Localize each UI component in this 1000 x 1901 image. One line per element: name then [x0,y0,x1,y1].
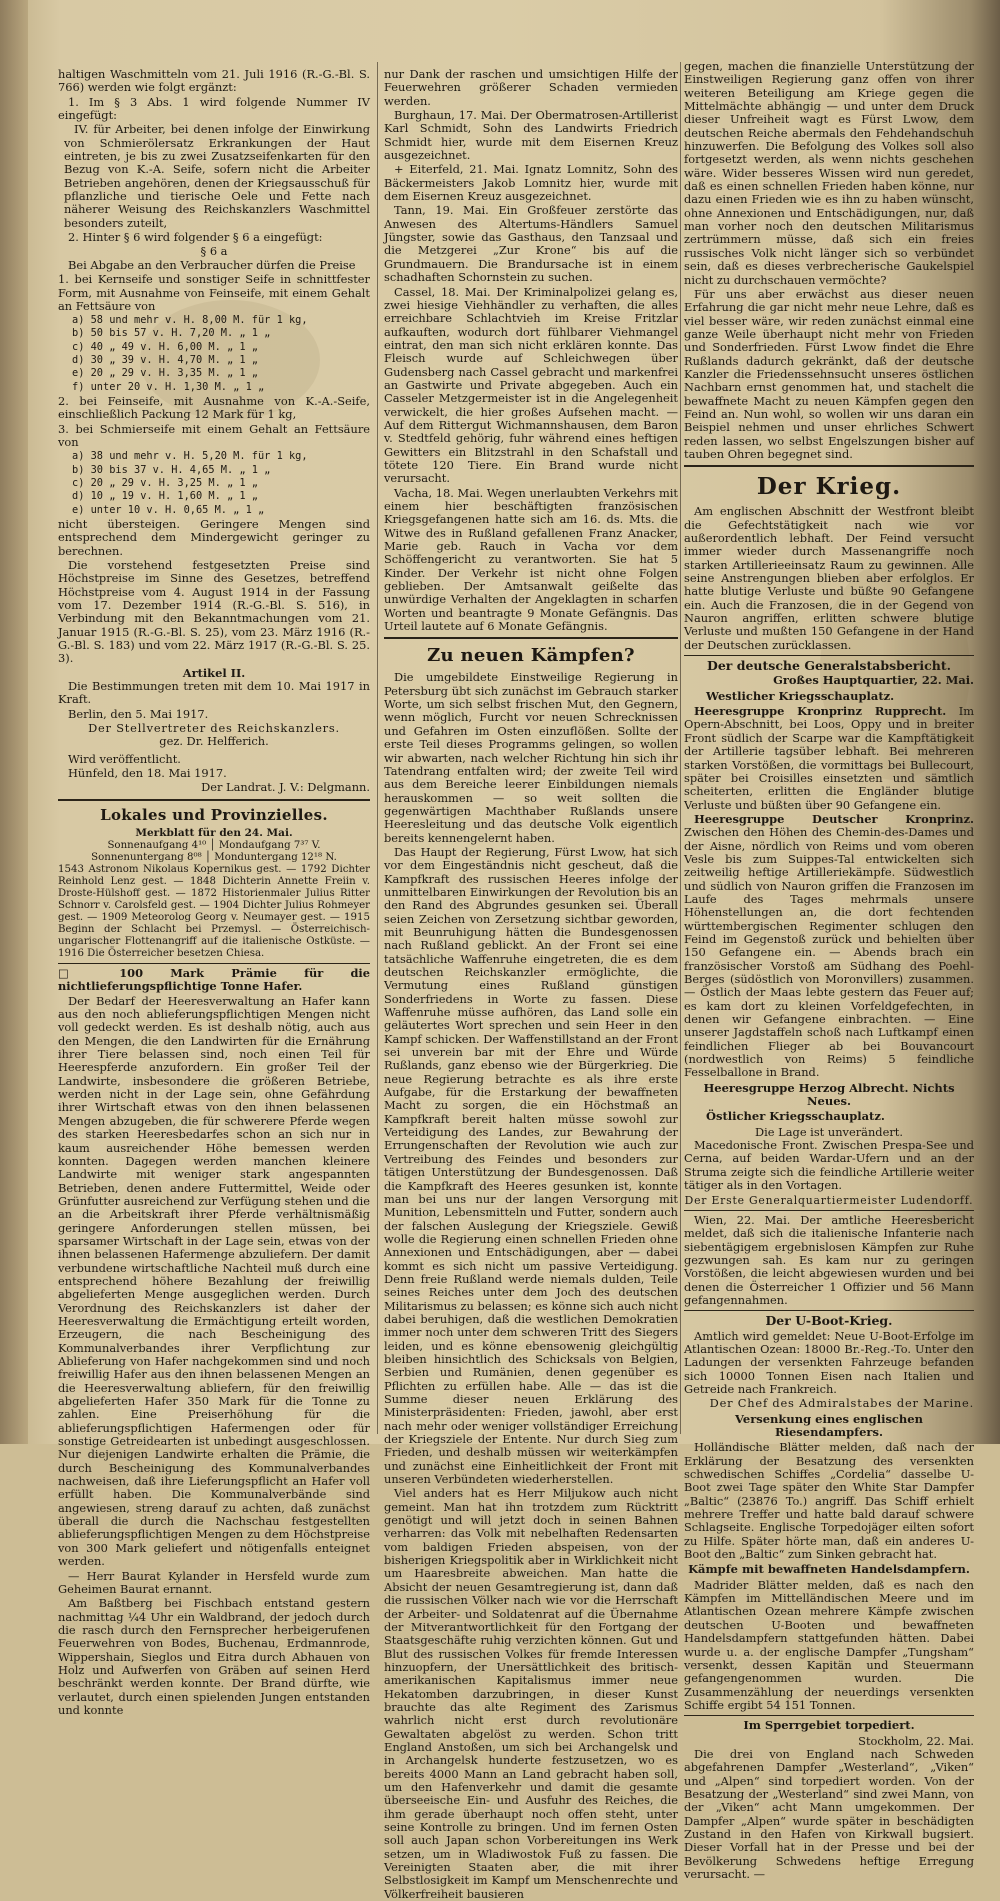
article-headline: □ 100 Mark Prämie für die nichtlieferungspflichtige Tonne Hafer. [58,966,370,994]
column-rule [680,62,681,1434]
column-middle [384,67,678,1901]
army-group-heading: Heeresgruppe Herzog Albrecht. Nichts Neues. [703,1080,955,1109]
article-body: Die umgebildete Einstweilige Regierung in Petersburg übt sich zunächst im Gebrauch starker Worte, um sich selbst frischen Mut, den Gegnern, wenn möglich, Furcht vor neuen Schrecknissen und Gefahren im Osten einzuflößen. Sollte der erste Teil dieses Programms gelingen, so wollen wir abwarten, nach welcher Richtung hin sich ihr Tatendrang entfalten wird; der zweite Teil wird aus dem Bereiche leerer Einbildungen niemals herauskommen — so weit sollten die gegenwärtigen Machthaber Rußlands unsere Heeresleitung und das deutsche Volk eigentlich bereits kennengelernt haben. [384,670,678,845]
price-row: a) 38 und mehr v. H. 5,20 M. für 1 kg, [72,450,308,463]
decree-text: 1. Im § 3 Abs. 1 wird folgende Nummer IV eingefügt: [58,94,370,123]
report-text: Die Lage ist unverändert. [755,1124,903,1139]
theater-heading: Westlicher Kriegsschauplatz. [706,688,895,703]
report-dateline: Großes Hauptquartier, 22. Mai. [773,673,974,688]
decree-text: Die Bestimmungen treten mit dem 10. Mai 1917 in Kraft. [58,678,370,707]
publication-note: Wird veröffentlicht. [68,751,181,766]
article-body: gegen, machen die finanzielle Unterstützung der Einstweiligen Regierung ganz offen von ihrer weiteren Beteiligung am Kriege gegen die Mittelmächte abhängig — und unter dem Druck dieser Unfreiheit wagt es Fürst Lwow, dem deutschen Reiche abermals den Fehdehandschuh hinzuwerfen. Die Befolgung des Volkes soll also fortgesetzt werden, als wenn nichts geschehen wäre. Wider besseres Wissen wird nun geredet, daß es einen schnellen Frieden haben könne, nur dazu einen Frieden wie es ihn zu haben wünscht, ohne Annexionen und Entschädigungen, nur, daß man vorher noch den deutschen Militarismus zertrümmern müsse, daß sich ein freies russisches Volk nicht länger sich so verbündet sein, daß es dieses verbrecherische Gaukelspiel nicht zu durchschauen vermöchte? [684,59,974,287]
news-item: Am Baßtberg bei Fischbach entstand gestern nachmittag ¼4 Uhr ein Waldbrand, der jedoch durch die rasch durch den Fernsprecher herbeigerufenen Feuerwehren von Bodes, Buchenau, Erdmannrode, Wippershain, Sieglos und Eitra durch Abhauen von Holz und Aufwerfen von Gräben auf seinen Herd beschränkt werden konnte. Der Brand dürfte, wie verlautet, durch einen spielenden Jungen entstanden und konnte [58,1596,370,1717]
army-group-heading: Heeresgruppe Kronprinz Rupprecht. [694,704,947,719]
news-item: Madrider Blätter melden, daß es nach den Kämpfen im Mittelländischen Meere und im Atlantischen Ozean mehrere Kämpfe zwischen deutschen U-Booten und bewaffneten Handelsdampfern stattgefunden hätten. Dabei wurde u. a. der englische Dampfer „Tungsham“ versenkt, dessen Kapitän und Steuermann gefangengenommen wurden. Die Zusammenzählung der neuerdings versenkten Schiffe ergibt 54 151 Tonnen. [684,1577,974,1712]
divider [684,655,974,656]
price-row: c) 40 „ 49 v. H. 6,00 M. „ 1 „ [72,340,258,353]
decree-text: nicht übersteigen. Geringere Mengen sind entsprechend dem Mindergewicht geringer zu berechnen. [58,516,370,558]
section-title-lokales: Lokales und Provinzielles. [100,805,328,824]
report-text: Im Opern-Abschnitt, bei Loos, Oppy und in breiter Front südlich der Scarpe war die Kampftätigkeit der Artillerie tagsüber lebhaft. Bei mehreren starken Vorstößen, die vormittags bei Bullecourt, später bei Croisilles einsetzten und sämtlich scheiterten, erlitten die Engländer blutige Verluste und büßten über 90 Gefangene ein. [684,704,975,812]
article-heading: Artikel II. [182,665,246,680]
merkblatt-heading: Merkblatt für den 24. Mai. [135,826,293,839]
decree-text: Die vorstehend festgesetzten Preise sind Höchstpreise im Sinne des Gesetzes, betreffend Höchstpreise vom 4. August 1914 in der Fassung vom 17. Dezember 1914 (R.-G.-Bl. S. 516), in Verbindung mit den Bekanntmachungen vom 21. Januar 1915 (R.-G.-Bl. S. 25), vom 23. März 1916 (R.-G.-Bl. S. 183) und vom 22. März 1917 (R.-G.-Bl. S. 25. 3). [58,557,370,666]
price-row: c) 20 „ 29 v. H. 3,25 M. „ 1 „ [72,476,258,489]
report-text: Amtlich wird gemeldet: Neue U-Boot-Erfolge im Atlantischen Ozean: 18000 Br.-Reg.-To. Unter den Ladungen der versenkten Fahrzeuge befanden sich 10000 Tonnen Eisen nach Italien und Getreide nach Frankreich. [684,1328,974,1396]
headline-zu-neuen-kaempfen: Zu neuen Kämpfen? [427,645,635,667]
article-body: Der Bedarf der Heeresverwaltung an Hafer kann aus den noch ablieferungspflichtigen Mengen nicht voll gedeckt werden. Es ist deshalb nötig, auch aus den Mengen, die den Landwirten für die Ernährung ihrer Tiere belassen sind, noch einen Teil für Heerespferde anzufordern. Ein großer Teil der Landwirte, insbesondere die größeren Betriebe, werden nicht in der Lage sein, ohne Gefährdung ihrer Wirtschaft etwas von den ihnen belassenen Mengen abzugeben, die für schwerere Pferde wegen des starken Heeresbedarfes schon an sich nur in kaum ausreichender Höhe bemessen werden konnten. Dagegen werden manchen kleinere Landwirte mit weniger stark angespannten Betrieben, denen andere Futtermittel, Weide oder Grünfutter ausreichend zur Verfügung stehen und die an die Arbeitskraft ihrer Pferde verhältnismäßig geringere Anforderungen stellen müssen, bei sparsamer Wirtschaft in der Lage sein, etwas von der ihnen belassenen Hafermenge abzuliefern. Der damit verbundene wirtschaftliche Nachteil muß durch eine entsprechend höhere Bezahlung der freiwillig abgelieferten Menge ausgeglichen werden. Durch Verordnung des Reichskanzlers ist daher der Heeresverwaltung die Ermächtigung erteilt worden, Erzeugern, die nach Bescheinigung des Kommunalverbandes ihrer Verpflichtung zur Ablieferung von Hafer nachgekommen sind und noch freiwillig Hafer aus den ihnen belassenen Mengen an die Heeresverwaltung abliefern, für den freiwillig abgelieferten Hafer 350 Mark für die Tonne zu zahlen. Eine Preiserhöhung für die ablieferungspflichtigen Hafermengen oder für sonstige Getreidearten ist unbedingt ausgeschlossen. Nur diejenigen Landwirte erhalten die Prämie, die durch Bescheinigung des Kommunalverbandes nachweisen, daß ihre Lieferungspflicht an Hafer voll erfüllt haben. Die Kommunalverbände sind angewiesen, streng darauf zu achten, daß zunächst überall die durch die Nachschau festgestellten ablieferungspflichtigen Mengen zu dem Höchstpreise von 300 Mark geliefert und nötigenfalls enteignet werden. [58,993,370,1569]
decree-text: 2. bei Feinseife, mit Ausnahme von K.-A.-Seife, einschließlich Packung 12 Mark für 1 kg, [58,393,370,422]
column-right [684,59,975,1881]
report-text: Macedonische Front. Zwischen Prespa-See und Cerna, auf beiden Wardar-Ufern und an der Struma zeigte sich die feindliche Artillerie weiter tätiger als in den Vortagen. [684,1138,974,1193]
page-binding-shadow [0,0,28,1444]
decree-signatory: Der Stellvertreter des Reichskanzlers. [88,720,340,735]
news-item: Vacha, 18. Mai. Wegen unerlaubten Verkehrs mit einem hier beschäftigten französischen Kriegsgefangenen hatte sich am 16. ds. Mts. die Witwe des in Rußland gefallenen Franz Anacker, Marie geb. Rauch in Vacha vor dem Schöffengericht zu verantworten. Sie hat 5 Kinder. Der Verkehr ist nicht ohne Folgen geblieben. Der Amtsanwalt geißelte das unwürdige Verhalten der Angeklagten in scharfen Worten und beantragte 9 Monate Gefängnis. Das Urteil lautete auf 6 Monate Gefängnis. [384,485,678,634]
price-row: b) 30 bis 37 v. H. 4,65 M. „ 1 „ [72,463,271,476]
item-headline: Im Sperrgebiet torpediert. [743,1718,915,1733]
decree-text: IV. für Arbeiter, bei denen infolge der Einwirkung von Schmierölersatz Erkrankungen der Haut eintreten, je bis zu zwei Zusatzseifenkarten für den Bezug von K.-A. Seife, sofern nicht die Arbeiter Betrieben angehören, denen der Kriegsausschuß für pflanzliche und tierische Oele und Fette nach näherer Weisung des Reichskanzlers Waschmittel besonders zuteilt, [64,122,370,230]
section-divider [684,465,974,467]
item-dateline: Stockholm, 22. Mai. [858,1733,974,1748]
report-title: Der deutsche Generalstabsbericht. [707,658,951,674]
decree-text: Bei Abgabe an den Verbraucher dürfen die Preise [68,257,356,272]
article-body: Viel anders hat es Herr Miljukow auch nicht gemeint. Man hat ihn trotzdem zum Rücktritt genötigt und will jetzt doch in seinen Bahnen verharren: das Volk mit nebelhaften Redensarten vom baldigen Frieden abspeisen, von der bisherigen Kriegspolitik aber in Wirklichkeit nicht um Haaresbreite abweichen. Man hatte die Absicht der neuen Gesamtregierung ist, dann daß die russischen Völker nach wie vor die Herrschaft der Arbeiter- und Soldatenrat auf die Übernahme der Mitverantwortlichkeit für den Fortgang der Staatsgeschäfte ruhig verzichten können. Gut und Blut des russischen Volkes für fremde Interessen hinzuopfern, der Unersättlichkeit des britisch-amerikanischen Kapitalismus immer neue Hekatomben darzubringen, in dieser Kunst brauchte das alte Regiment des Zarismus wahrlich nicht erst durch revolutionäre Gewaltaten abgelöst zu werden. Schon tritt England Anstoßen, um sich bei Archangelsk und in Archangelsk hunderte festzusetzen, wo es bereits 4000 Mann an Land gebracht haben soll, um den Hafenverkehr und damit die gesamte überseeische Ein- und Ausfuhr des Reiches, die ihm gerade überhaupt noch offen steht, unter seine Kontrolle zu bringen. Und im fernen Osten soll auch Japan schon Vorbereitungen ins Werk setzen, um in Wladiwostok Fuß zu fassen. Die Vereinigten Staaten aber, die mit ihrer Selbstlosigkeit im Kampf um Menschenrechte und Völkerfreiheit bausieren [384,1486,678,1901]
price-row: a) 58 und mehr v. H. 8,00 M. für 1 kg, [72,314,308,327]
almanac-row: Sonnenaufgang 4¹⁰ │ Mondaufgang 7³⁷ V. [107,840,321,852]
landrat-signature: Der Landrat. J. V.: Delgmann. [201,780,370,795]
news-item: + Eiterfeld, 21. Mai. Ignatz Lomnitz, Sohn des Bäckermeisters Jakob Lomnitz hier, wurde mit dem Eisernen Kreuz ausgezeichnet. [384,162,678,204]
section-divider [384,637,678,639]
decree-text: 2. Hinter § 6 wird folgender § 6 a eingefügt: [68,230,323,245]
army-group-heading: Heeresgruppe Deutscher Kronprinz. [694,811,974,826]
price-row: b) 50 bis 57 v. H. 7,20 M. „ 1 „ [72,327,271,340]
divider [684,1310,974,1311]
news-item: Burghaun, 17. Mai. Der Obermatrosen-Artillerist Karl Schmidt, Sohn des Landwirts Friedrich Schmidt hier, wurde mit dem Eisernen Kreuz ausgezeichnet. [384,108,678,163]
report-signatory: Der Erste Generalquartiermeister Ludendorff. [684,1193,974,1207]
divider [684,1715,974,1716]
decree-signature: gez. Dr. Helfferich. [159,734,269,749]
news-item: — Herr Baurat Kylander in Hersfeld wurde zum Geheimen Baurat ernannt. [58,1568,370,1596]
divider [684,1210,974,1211]
section-divider [58,799,370,801]
news-item: Tann, 19. Mai. Ein Großfeuer zerstörte das Anwesen des Altertums-Händlers Samuel Jüngster, sowie das Gasthaus, den Tanzsaal und die Metzgerei „Zur Krone“ bis auf die Grundmauern. Die Brandursache ist in einem schadhaften Schornstein zu suchen. [384,203,678,285]
price-row: d) 10 „ 19 v. H. 1,60 M. „ 1 „ [72,490,258,503]
price-row: f) unter 20 v. H. 1,30 M. „ 1 „ [72,380,265,393]
news-item: nur Dank der raschen und umsichtigen Hilfe der Feuerwehren größerer Schaden vermieden werden. [384,67,678,108]
news-item: Cassel, 18. Mai. Der Kriminalpolizei gelang es, zwei hiesige Viehhändler zu verhaften, die alles erreichbare Schlachtvieh im Kreise Fritzlar aufkauften, wodurch dort fühlbarer Viehmangel eintrat, den man sich nicht erklären konnte. Das Fleisch wurde auf Schleichwegen über Gudensberg nach Cassel gebracht und markenfrei an Gastwirte und Private abgegeben. Auch ein Casseler Metzgermeister ist in die Angelegenheit verwickelt, die hier großes Aufsehen macht. — Auf dem Rittergut Wichmannshausen, dem Baron v. Stedtfeld gehörig, fuhr während eines heftigen Gewitters ein Blitzstrahl in den Schafstall und tötete 120 Tiere. Ein Brand wurde nicht verursacht. [384,284,678,486]
article-body: Das Haupt der Regierung, Fürst Lwow, hat sich vor dem Eingeständnis nicht gescheut, daß die Kampfkraft des russischen Heeres infolge der unmittelbaren Einwirkungen der Revolution bis an den Rand des Abgrundes gesunken sei. Überall seien Zeichen von Zersetzung sichtbar geworden, mit Beunruhigung hätten die Bundesgenossen nach Rußland geblickt. An der Front sei eine tatsächliche Waffenruhe eingetreten, die es dem deutschen Reichskanzler ermöglichte, die Vermutung eines Rußland günstigen Sonderfriedens in Worte zu fassen. Diese Waffenruhe müsse aufhören, das Land solle ein geläutertes Wort sprechen und sein Heer in den Kampf schicken. Der Waffenstillstand an der Front sei unverein bar mit der Ehre und Würde Rußlands, ganz ebenso wie der Bürgerkrieg. Die neue Regierung betrachte es als ihre erste Aufgabe, für die Erstarkung der bewaffneten Macht zu sorgen, die ein Höchstmaß an Kampfkraft bereit halten müsse sowohl zur Verteidigung des Landes, zur Bewahrung der Errungenschaften der Revolution wie auch zur Vertreibung des Feindes und besonders zur tätigen Unterstützung der Bundesgenossen. Daß die Kampfkraft des Heeres gesunken ist, konnte man bei uns nur der langen Versorgung mit Munition, Lebensmitteln und Futter, sondern auch der falschen Auslegung der Kriegsziele. Gewiß wolle die Regierung einen schnellen Frieden ohne Annexionen und Entschädigungen, aber — dabei kommt es sich nicht um passive Verteidigung. Denn freie Rußland werde niemals dulden, Teile seines Reiches unter dem Joch des deutschen Militarismus zu belassen; es könne sich auch nicht dabei beruhigen, daß die westlichen Demokratien immer noch unter dem schweren Tritt des Siegers leiden, und es könne ebensowenig gleichgültig bleiben hinsichtlich des Schicksals von Belgien, Serbien und Rumänien, denen gegenüber es Pflichten zu erfüllen habe. Alle — das ist die Summe dieser neuen Erklärung des Ministerpräsidenten: Frieden, jawohl, aber erst nach mehr oder weniger vollständiger Erreichung der Kriegsziele der Entente. Nur durch Sieg zum Frieden, und deshalb müssen wir weiterkämpfen und zunächst eine Einheitlichkeit der Front mit unseren Verbündeten wiederherstellen. [384,844,678,1487]
decree-text: 3. bei Schmierseife mit einem Gehalt an Fettsäure von [58,421,370,449]
report-text: Zwischen den Höhen des Chemin-des-Dames und der Aisne, nördlich von Reims und vom oberen Vesle bis zum Suippes-Tal entwickelten sich zeitweilig heftige Artilleriekämpfe. Südwestlich und südlich von Nauron griffen die Franzosen im Laufe des Tages mehrmals unsere Höhenstellungen an, die dort fechtenden württembergischen Regimenter schlugen den Feind im Gegenstoß zurück und behielten über 150 Gefangene ein. — Abends brach ein französischer Vorstoß am Südhang des Poehl-Berges (südöstlich von Moronvillers) zusammen. — Östlich der Maas lebte gestern das Feuer auf; es kam dort zu kleinen Vorfeldgefechten, in denen wir Gefangene einbrachten. — Eine unserer Jagdstaffeln schoß nach Luftkampf einen feindlichen Flieger ab bei Bouvancourt (nordwestlich von Reims) 5 feindliche Fesselballone in Brand. [684,825,974,1080]
column-rule [377,62,378,1434]
article-body: Für uns aber erwächst aus dieser neuen Erfahrung die gar nicht mehr neue Lehre, daß es viel besser wäre, wir reden zunächst einmal eine ganze Weile überhaupt nicht mehr von Frieden und Sonderfrieden. Fürst Lwow findet die Ehre Rußlands dadurch gekränkt, daß der deutsche Kanzler die Friedenssehnsucht unseres östlichen Nachbarn ernst genommen hat, und stachelt die bewaffnete Macht zu neuen Kämpfen gegen den Feind an. Nun wohl, so wollen wir uns daran ein Beispiel nehmen und unser ehrliches Schwert reden lassen, wo selbst Engelszungen bisher auf tauben Ohren begegnet sind. [684,286,974,461]
price-row: e) 20 „ 29 v. H. 3,35 M. „ 1 „ [72,367,258,380]
publication-date: Hünfeld, den 18. Mai 1917. [68,766,227,781]
column-left [58,67,370,1717]
paragraph-symbol: § 6 a [200,244,228,259]
theater-heading: Östlicher Kriegsschauplatz. [706,1109,885,1124]
price-row: d) 30 „ 39 v. H. 4,70 M. „ 1 „ [72,354,258,367]
report-signatory: Der Chef des Admiralstabes der Marine. [709,1396,974,1411]
section-title-uboot: Der U-Boot-Krieg. [765,1313,893,1329]
calendar-notes: 1543 Astronom Nikolaus Kopernikus gest. — 1792 Dichter Reinhold Lenz gest. — 1848 Dichterin Annette Freiin v. Droste-Hülshoff gest. — 1872 Historienmaler Julius Ritter Schnorr v. Carolsfeld gest. — 1904 Dichter Julius Rohmeyer gest. — 1909 Meteorolog Georg v. Neumayer gest. — 1915 Beginn der Schlacht bei Przemysl. — Österreichisch-ungarischer Flottenangriff auf die italienische Ostküste. — 1916 Die Österreicher besetzen Chiesa. [58,864,370,960]
decree-text: haltigen Waschmitteln vom 21. Juli 1916 (R.-G.-Bl. S. 766) werden wie folgt ergänzt: [58,67,370,95]
headline-der-krieg: Der Krieg. [756,473,902,501]
divider [58,963,370,964]
news-item: Die drei von England nach Schweden abgefahrenen Dampfer „Westerland“, „Viken“ und „Alpen“ sind torpediert worden. Von der Besatzung der „Westerland“ sind zwei Mann, von der „Viken“ acht Mann umgekommen. Der Dampfer „Alpen“ wurde später in beschädigten Zustand in den Hafen von Kirkwall bugsiert. Dieser Vorfall hat in der Presse und bei der Bevölkerung Schwedens heftige Erregung verursacht. — [684,1746,974,1881]
decree-text: 1. bei Kernseife und sonstiger Seife in schnittfester Form, mit Ausnahme von Feinseife, mit einem Gehalt an Fettsäure von [58,272,370,313]
article-body: Am englischen Abschnitt der Westfront bleibt die Gefechtstätigkeit nach wie vor außerordentlich lebhaft. Der Feind versucht immer wieder durch Massenangriffe noch starken Artillerieeinsatz Raum zu gewinnen. Alle seine Anstrengungen blieben aber erfolglos. Er hatte blutige Verluste und büßte 90 Gefangene ein. Auch die Franzosen, die in der Gegend von Nauron angriffen, erlitten schwere blutige Verluste und mußten 150 Gefangene in der Hand der Deutschen zurücklassen. [684,504,974,652]
news-item: Wien, 22. Mai. Der amtliche Heeresbericht meldet, daß sich die italienische Infanterie nach siebentägigem ergebnislosen Kämpfen zur Ruhe gezwungen sah. Es kam nur zu geringen Vorstößen, die leicht abgewiesen wurden und bei denen die Österreicher 1 Offizier und 56 Mann gefangennahmen. [684,1212,974,1307]
decree-date: Berlin, den 5. Mai 1917. [68,706,209,721]
price-list-kernseife [72,314,370,394]
item-headline: Kämpfe mit bewaffneten Handelsdampfern. [688,1562,970,1577]
almanac-row: Sonnenuntergang 8⁰⁸ │ Monduntergang 12¹⁸ N. [91,852,337,864]
price-row: e) unter 10 v. H. 0,65 M. „ 1 „ [72,503,265,516]
price-list-schmierseife [72,450,370,516]
item-headline: Versenkung eines englischen Riesendampfers. [735,1411,923,1439]
news-item: Holländische Blätter melden, daß nach der Erklärung der Besatzung des versenkten schwedischen Schiffes „Cordelia“ dasselbe U-Boot zwei Tage später den White Star Dampfer „Baltic“ (23876 To.) angriff. Das Schiff erhielt mehrere Treffer und hatte bald darauf schwere Schlagseite. Englische Torpedojäger eilten sofort zu Hilfe. Später hörte man, daß ein anderes U-Boot den „Baltic“ zum Sinken gebracht hat. [684,1440,974,1562]
